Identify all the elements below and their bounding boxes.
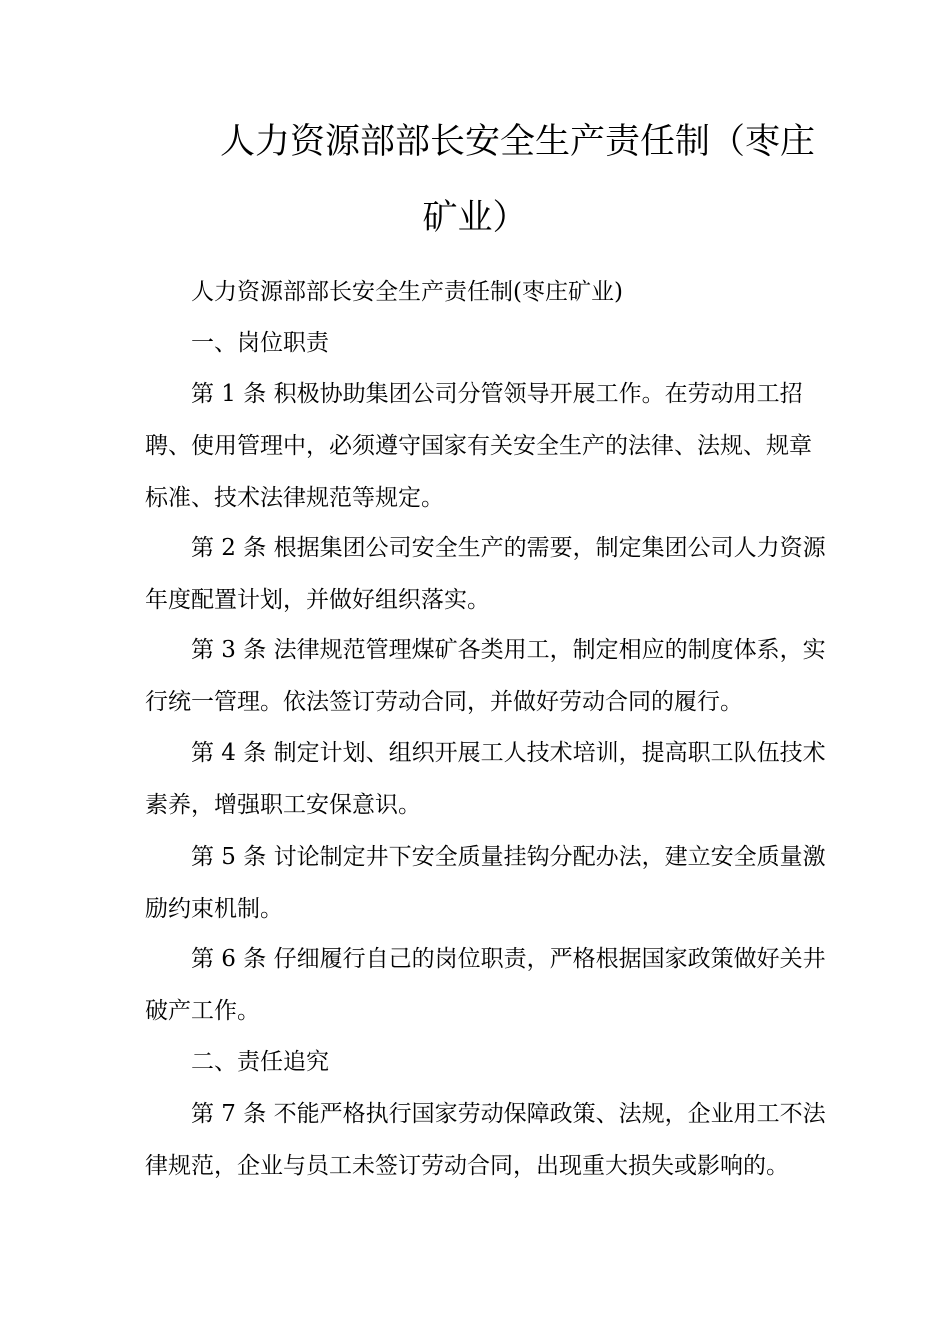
article-2-line-1: 第 2 条 根据集团公司安全生产的需要，制定集团公司人力资源 bbox=[191, 535, 826, 561]
article-5 bbox=[145, 831, 826, 935]
article-3 bbox=[145, 624, 826, 728]
article-1-line-3: 标准、技术法律规范等规定。 bbox=[145, 485, 444, 511]
article-1-line-2: 聘、使用管理中，必须遵守国家有关安全生产的法律、法规、规章 bbox=[145, 433, 812, 459]
article-2 bbox=[145, 522, 826, 626]
document-title-line1: 人力资源部部长安全生产责任制（枣庄 bbox=[220, 122, 816, 162]
article-4-line-2: 素养，增强职工安保意识。 bbox=[145, 792, 421, 818]
article-1 bbox=[145, 368, 812, 524]
article-3-line-2: 行统一管理。依法签订劳动合同，并做好劳动合同的履行。 bbox=[145, 689, 743, 715]
document-title-line2: 矿业） bbox=[422, 198, 528, 238]
document-subtitle: 人力资源部部长安全生产责任制(枣庄矿业) bbox=[191, 279, 623, 305]
article-4-line-1: 第 4 条 制定计划、组织开展工人技术培训，提高职工队伍技术 bbox=[191, 740, 826, 766]
article-7-line-1: 第 7 条 不能严格执行国家劳动保障政策、法规，企业用工不法 bbox=[191, 1101, 826, 1127]
article-6-line-1: 第 6 条 仔细履行自己的岗位职责，严格根据国家政策做好关井 bbox=[191, 946, 826, 972]
section-heading-accountability: 二、责任追究 bbox=[191, 1049, 329, 1075]
article-6-line-2: 破产工作。 bbox=[145, 998, 260, 1024]
article-5-line-1: 第 5 条 讨论制定井下安全质量挂钩分配办法，建立安全质量激 bbox=[191, 844, 826, 870]
article-6 bbox=[145, 933, 826, 1037]
article-7 bbox=[145, 1088, 826, 1192]
article-5-line-2: 励约束机制。 bbox=[145, 896, 283, 922]
article-1-line-1: 第 1 条 积极协助集团公司分管领导开展工作。在劳动用工招 bbox=[191, 381, 803, 407]
article-2-line-2: 年度配置计划，并做好组织落实。 bbox=[145, 587, 490, 613]
article-3-line-1: 第 3 条 法律规范管理煤矿各类用工，制定相应的制度体系，实 bbox=[191, 637, 826, 663]
article-4 bbox=[145, 727, 826, 831]
section-heading-duties: 一、岗位职责 bbox=[191, 330, 329, 356]
article-7-line-2: 律规范，企业与员工未签订劳动合同，出现重大损失或影响的。 bbox=[145, 1153, 789, 1179]
